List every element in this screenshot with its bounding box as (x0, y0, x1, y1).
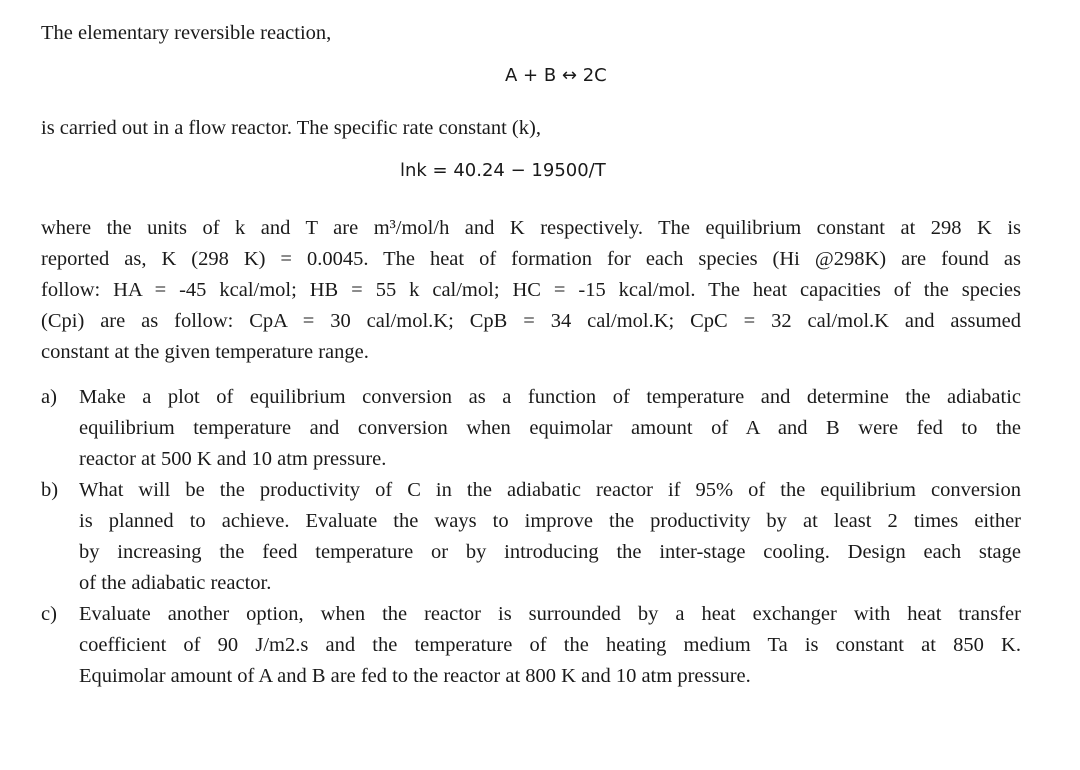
question-b (41, 475, 1021, 599)
problem-paragraph (41, 213, 1021, 368)
intro-text: The elementary reversible reaction, (41, 22, 332, 44)
flow-reactor-text: is carried out in a flow reactor. The specific rate constant (k), (41, 117, 541, 139)
paragraph-line: where the units of k and T are m³/mol/h and K respectively. The equilibrium constant at 298 K is (41, 217, 1021, 239)
question-line: Evaluate another option, when the reactor is surrounded by a heat exchanger with heat transfer (79, 603, 1021, 625)
question-line: Make a plot of equilibrium conversion as a function of temperature and determine the adiabatic (79, 386, 1021, 408)
question-line: coefficient of 90 J/m2.s and the temperature of the heating medium Ta is constant at 850 K. (79, 634, 1021, 656)
question-marker: a) (41, 386, 57, 408)
question-line: of the adiabatic reactor. (79, 572, 272, 594)
question-a (41, 382, 1021, 475)
paragraph-line: follow: HA = -45 kcal/mol; HB = 55 k cal/mol; HC = -15 kcal/mol. The heat capacities of the species (41, 279, 1021, 301)
paragraph-line: reported as, K (298 K) = 0.0045. The heat of formation for each species (Hi @298K) are found as (41, 248, 1021, 270)
question-c (41, 599, 1021, 692)
question-list (41, 382, 1021, 692)
question-line: equilibrium temperature and conversion when equimolar amount of A and B were fed to the (79, 417, 1021, 439)
question-line: by increasing the feed temperature or by introducing the inter-stage cooling. Design each stage (79, 541, 1021, 563)
question-marker: b) (41, 479, 59, 501)
question-line: Equimolar amount of A and B are fed to the reactor at 800 K and 10 atm pressure. (79, 665, 751, 687)
question-marker: c) (41, 603, 57, 625)
paragraph-line: (Cpi) are as follow: CpA = 30 cal/mol.K; CpB = 34 cal/mol.K; CpC = 32 cal/mol.K and assumed (41, 310, 1021, 332)
reaction-equation: A + B ↔ 2C (505, 65, 607, 86)
question-line: reactor at 500 K and 10 atm pressure. (79, 448, 387, 470)
rate-constant-equation: lnk = 40.24 − 19500/T (400, 160, 606, 181)
paragraph-line: constant at the given temperature range. (41, 341, 369, 363)
question-line: What will be the productivity of C in the adiabatic reactor if 95% of the equilibrium conversion (79, 479, 1021, 501)
question-line: is planned to achieve. Evaluate the ways to improve the productivity by at least 2 times either (79, 510, 1021, 532)
